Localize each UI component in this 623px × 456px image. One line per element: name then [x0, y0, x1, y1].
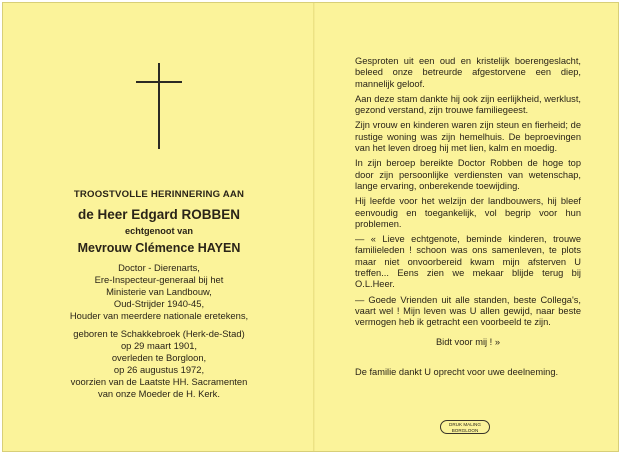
cross-icon-bar [136, 81, 182, 83]
memorial-heading: TROOSTVOLLE HERINNERING AAN [73, 189, 245, 200]
deceased-name: de Heer Edgard ROBBEN [77, 207, 241, 222]
title-line: Oud-Strijder 1940-45, [113, 298, 205, 309]
tribute-paragraph: In zijn beroep bereikte Doctor Robben de hoge top door zijn persoonlijke verdiensten van wetenschap, lange ervaring, onberekende toewijding. [355, 158, 581, 191]
printer-town: BORGLOON [451, 427, 479, 433]
life-line: voorzien van de Laatste HH. Sacramenten [70, 376, 248, 387]
farewell-friends-paragraph: — Goede Vrienden uit alle standen, beste Collega's, vaart wel ! Mijn leven was U allen gewijd, naar beste vermogen heb ik getracht een voorbeeld te zijn. [355, 294, 581, 328]
printer-stamp [440, 420, 490, 434]
right-panel [355, 56, 581, 377]
spouse-name: Mevrouw Clémence HAYEN [77, 241, 241, 255]
family-thanks: De familie dankt U oprecht voor uwe deelneming. [355, 367, 559, 377]
printer-name: DRUK MALING [449, 422, 481, 427]
left-panel [43, 189, 275, 400]
life-dates-block [43, 328, 275, 400]
title-line: Ministerie van Landbouw, [106, 286, 212, 297]
title-line: Doctor - Dierenarts, [118, 262, 200, 273]
title-line: Houder van meerdere nationale eretekens, [69, 310, 249, 321]
spouse-label: echtgenoot van [125, 226, 193, 236]
titles-block [43, 262, 275, 322]
life-line: geboren te Schakkebroek (Herk-de-Stad) [73, 328, 245, 339]
tribute-paragraph: Gesproten uit een oud en kristelijk boerengeslacht, beleed onze betreurde afgestorvene een diep, mannelijk geloof. [355, 56, 581, 89]
cross-icon [158, 63, 160, 149]
life-line: overleden te Borgloon, [111, 352, 207, 363]
tribute-paragraph: Aan deze stam dankte hij ook zijn eerlijkheid, werklust, gezond verstand, zijn trouwe familiegeest. [355, 93, 581, 116]
prayer-request: Bidt voor mij ! » [435, 336, 501, 347]
life-line: op 29 maart 1901, [120, 340, 198, 351]
title-line: Ere-Inspecteur-generaal bij het [94, 274, 224, 285]
card-fold [313, 3, 315, 451]
life-line: op 26 augustus 1972, [113, 364, 205, 375]
life-line: van onze Moeder de H. Kerk. [98, 388, 220, 399]
tribute-paragraph: Zijn vrouw en kinderen waren zijn steun en fierheid; de rustige woning was zijn hemelhuis. De beproevingen van het leven droeg hij met lien, kalm en moedig. [355, 120, 581, 154]
tribute-paragraph: Hij leefde voor het welzijn der landbouwers, hij bleef eenvoudig en toegankelijk, vol begrip voor hun problemen. [355, 196, 581, 229]
memorial-card [2, 2, 619, 452]
farewell-family-paragraph: — « Lieve echtgenote, beminde kinderen, trouwe familieleden ! schoon was ons samenleven, te plots maar niet onvoorbereid kwam mijn afsterven U treffen... Eens zien we mekaar blijde terug bij O.L.Heer. [355, 234, 581, 290]
